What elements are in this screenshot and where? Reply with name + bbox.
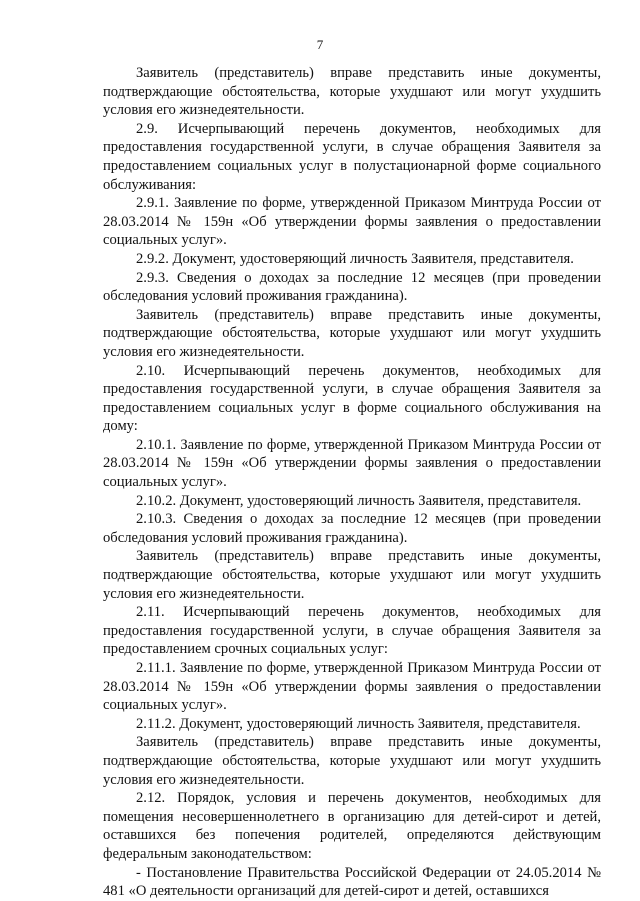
section-2-9-1: 2.9.1. Заявление по форме, утвержденной Приказом Минтруда России от 28.03.2014 № 159н «Об утверждении формы заявления о предоставлении социальных услуг».: [103, 195, 601, 249]
section-2-12: 2.12. Порядок, условия и перечень документов, необходимых для помещения несовершеннолетнего в организацию для детей-сирот и детей, оставшихся без попечения родителей, определяются действующим федеральным законодательством:: [103, 790, 601, 862]
section-2-10-3: 2.10.3. Сведения о доходах за последние 12 месяцев (при проведении обследования условий проживания гражданина).: [103, 511, 601, 546]
paragraph: Заявитель (представитель) вправе представить иные документы, подтверждающие обстоятельства, которые ухудшают или могут ухудшить условия его жизнедеятельности.: [103, 734, 601, 788]
page-number: 7: [316, 37, 324, 52]
paragraph: Заявитель (представитель) вправе представить иные документы, подтверждающие обстоятельства, которые ухудшают или могут ухудшить условия его жизнедеятельности.: [103, 65, 601, 119]
section-2-9-3: 2.9.3. Сведения о доходах за последние 12 месяцев (при проведении обследования условий проживания гражданина).: [103, 269, 601, 305]
section-2-9: 2.9. Исчерпывающий перечень документов, необходимых для предоставления государственной услуги, в случае обращения Заявителя за предоставлением социальных услуг в полустационарной форме социального обслуживания:: [103, 120, 601, 193]
section-2-11-1: 2.11.1. Заявление по форме, утвержденной Приказом Минтруда России от 28.03.2014 № 159н «Об утверждении формы заявления о предоставлении социальных услуг».: [103, 660, 601, 714]
section-2-10-2: 2.10.2. Документ, удостоверяющий личность Заявителя, представителя.: [136, 492, 582, 509]
document-body: [103, 64, 601, 901]
paragraph: Заявитель (представитель) вправе представить иные документы, подтверждающие обстоятельства, которые ухудшают или могут ухудшить условия его жизнедеятельности.: [103, 306, 601, 360]
list-item: - Постановление Правительства Российской Федерации от 24.05.2014 № 481 «О деятельности организаций для детей-сирот и детей, оставшихся: [103, 864, 601, 900]
section-2-11-2: 2.11.2. Документ, удостоверяющий личность Заявителя, представителя.: [136, 715, 581, 732]
section-2-9-2: 2.9.2. Документ, удостоверяющий личность Заявителя, представителя.: [136, 250, 574, 267]
section-2-10: 2.10. Исчерпывающий перечень документов, необходимых для предоставления государственной услуги, в случае обращения Заявителя за предоставлением социальных услуг в форме социального обслуживания на дому:: [103, 362, 601, 435]
section-2-10-1: 2.10.1. Заявление по форме, утвержденной Приказом Минтруда России от 28.03.2014 № 159н «Об утверждении формы заявления о предоставлении социальных услуг».: [103, 436, 601, 491]
section-2-11: 2.11. Исчерпывающий перечень документов, необходимых для предоставления государственной услуги, в случае обращения Заявителя за предоставлением срочных социальных услуг:: [103, 604, 601, 658]
paragraph: Заявитель (представитель) вправе представить иные документы, подтверждающие обстоятельства, которые ухудшают или могут ухудшить условия его жизнедеятельности.: [103, 548, 601, 602]
